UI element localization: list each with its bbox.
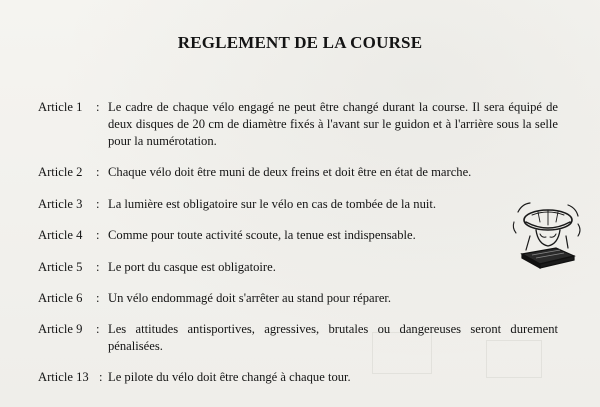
article-separator: : bbox=[96, 197, 100, 211]
article-separator: : bbox=[96, 100, 100, 114]
article-9 bbox=[38, 321, 558, 355]
article-text: Le cadre de chaque vélo engagé ne peut être changé durant la course. Il sera équipé de deux disques de 20 cm de diamètre fixés à l'avant sur le guidon et à l'arrière sous la selle pour la numérotation. bbox=[108, 100, 558, 148]
article-label: Article 1 bbox=[38, 100, 83, 114]
article-6 bbox=[38, 290, 558, 307]
article-separator: : bbox=[96, 260, 100, 274]
article-text: Comme pour toute activité scoute, la tenue est indispensable. bbox=[108, 228, 416, 242]
helmet-drawing-icon bbox=[508, 200, 584, 272]
article-separator: : bbox=[96, 165, 100, 179]
page-title: REGLEMENT DE LA COURSE bbox=[177, 33, 423, 52]
article-label: Article 2 bbox=[38, 165, 83, 179]
article-separator: : bbox=[99, 370, 103, 384]
article-label: Article 4 bbox=[38, 228, 83, 242]
article-text: Chaque vélo doit être muni de deux freins et doit être en état de marche. bbox=[108, 165, 472, 179]
article-separator: : bbox=[96, 291, 100, 305]
article-4 bbox=[38, 227, 558, 244]
article-3 bbox=[38, 196, 558, 213]
article-5 bbox=[38, 259, 558, 276]
article-separator: : bbox=[96, 228, 100, 242]
article-text: Le port du casque est obligatoire. bbox=[108, 260, 276, 274]
article-text: Les attitudes antisportives, agressives, brutales ou dangereuses seront durement pénalisées. bbox=[108, 322, 558, 353]
article-2 bbox=[38, 164, 558, 181]
article-text: La lumière est obligatoire sur le vélo en cas de tombée de la nuit. bbox=[108, 197, 437, 211]
article-label: Article 5 bbox=[38, 260, 83, 274]
article-separator: : bbox=[96, 322, 100, 336]
article-1 bbox=[38, 99, 558, 150]
article-13 bbox=[38, 369, 558, 386]
article-text: Le pilote du vélo doit être changé à chaque tour. bbox=[108, 370, 351, 384]
article-label: Article 13 bbox=[38, 370, 89, 384]
article-label: Article 3 bbox=[38, 197, 83, 211]
article-label: Article 6 bbox=[38, 291, 83, 305]
article-label: Article 9 bbox=[38, 322, 83, 336]
article-text: Un vélo endommagé doit s'arrêter au stand pour réparer. bbox=[108, 291, 392, 305]
